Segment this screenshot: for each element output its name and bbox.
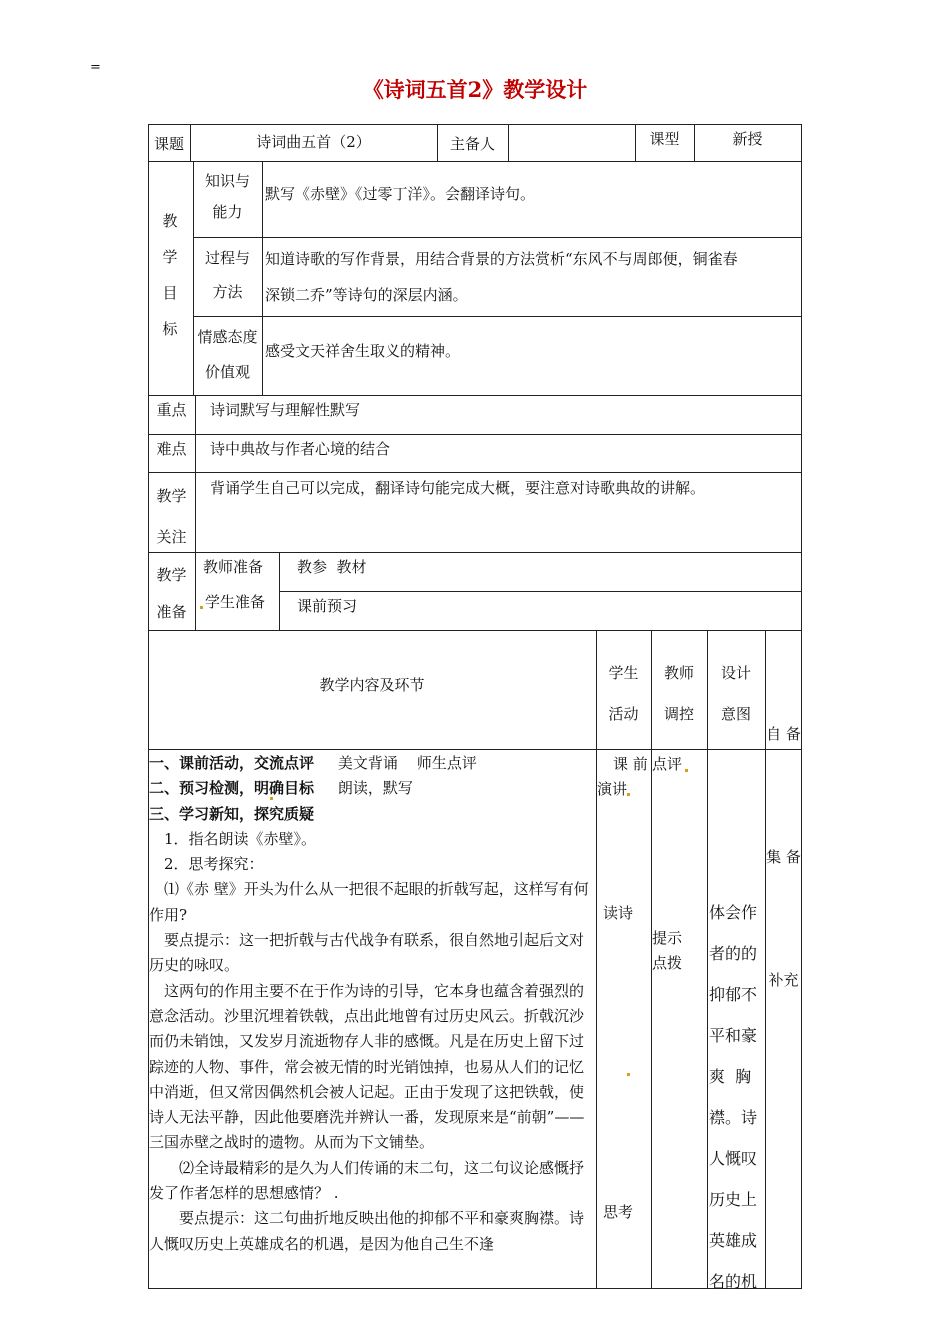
paragraph: 要点提示：这二句曲折地反映出他的抑郁不平和豪爽胸襟。诗人慨叹历史上英雄成名的机遇，是因为他自己生不逢 — [149, 1209, 585, 1253]
objective-content-knowledge: 默写《赤壁》《过零丁洋》。会翻译诗句。 — [265, 185, 536, 203]
paragraph: ⑴《赤 壁》开头为什么从一把很不起眼的折戟写起，这样写有何作用? — [149, 880, 589, 924]
page-title: 《诗词五首2》教学设计 — [362, 77, 588, 102]
topic-value: 诗词曲五首（2） — [256, 133, 371, 151]
difficulty-label: 难点 — [156, 440, 187, 458]
type-value: 新授 — [732, 130, 763, 148]
process-content — [149, 751, 595, 1257]
student-activity-1: 课 前 — [613, 755, 648, 773]
paragraph: 2．思考探究： — [149, 855, 264, 874]
paragraph: 这两句的作用主要不在于作为诗的引导，它本身也蕴含着强烈的意念活动。沙里沉埋着铁戟，点出此地曾有过历史风云。折戟沉沙而仍未销蚀，又发岁月流逝物存人非的感慨。凡是在历史上留下过踪迹的人物、事件，常会被无情的时光销蚀掉，也易从人们的记忆中消逝，但又常因偶然机会被人记起。正由于发现了这把铁戟，使诗人无法平静，因此他要磨洗并辨认一番，发现原来是“前朝”——三国赤壁之战时的遗物。从而为下文铺垫。 — [149, 981, 585, 1152]
mark-dot — [627, 793, 630, 796]
design-intent-header: 设计 意图 — [720, 664, 751, 723]
teacher-control-header: 教师 调控 — [663, 664, 694, 723]
student-activity-3: 读诗 — [603, 904, 634, 922]
student-prep-label: 学生准备 — [205, 593, 266, 611]
teacher-prep-label: 教师准备 — [203, 558, 264, 576]
corner-mark: = — [90, 60, 101, 75]
teacher-control-3: 点拨 — [652, 954, 683, 972]
key-point-content: 诗词默写与理解性默写 — [210, 401, 361, 419]
mark-dot — [685, 769, 688, 772]
type-label: 课型 — [649, 130, 680, 148]
key-point-label: 重点 — [156, 401, 187, 419]
student-prep-value: 课前预习 — [297, 597, 358, 615]
preparer-label: 主备人 — [449, 135, 495, 153]
attention-content: 背诵学生自己可以完成，翻译诗句能完成大概，要注意对诗歌典故的讲解。 — [210, 479, 706, 497]
mark-dot — [200, 606, 203, 609]
attention-label: 教学 关注 — [156, 487, 187, 546]
objective-content-emotion: 感受文天祥舍生取义的精神。 — [265, 342, 461, 360]
section-2: 二、预习检测，明确目标 朗读，默写 — [149, 779, 413, 798]
mark-dot — [270, 797, 273, 800]
student-activity-2: 演讲 — [597, 780, 628, 798]
difficulty-content: 诗中典故与作者心境的结合 — [210, 440, 391, 458]
objective-name-emotion: 情感态度 价值观 — [197, 328, 258, 381]
objectives-label — [162, 203, 178, 347]
objective-name-knowledge: 知识与 能力 — [204, 172, 250, 221]
teacher-control-1: 点评 — [652, 755, 683, 773]
mark-dot — [627, 1073, 630, 1076]
student-activity-4: 思考 — [603, 1203, 634, 1221]
section-3: 三、学习新知，探究质疑 — [149, 804, 315, 823]
design-intent: 体会作 者的的 抑郁不 平和豪 爽 胸 襟。诗 人慨叹 历史上 英雄成 名的机 — [709, 903, 758, 1291]
teacher-control-2: 提示 — [652, 929, 683, 947]
paragraph: ⑵全诗最精彩的是久为人们传诵的末二句，这二句议论感慨抒发了作者怎样的思想感情？ . — [149, 1158, 585, 1203]
preparation-label: 教学 准备 — [156, 566, 187, 621]
topic-label: 课题 — [153, 135, 184, 153]
objective-name-process: 过程与 方法 — [204, 249, 250, 301]
self-prep-header: 自 备 集 备 补充 — [766, 725, 801, 989]
objective-content-process: 知道诗歌的写作背景，用结合背景的方法赏析“东风不与周郎便，铜雀春 深锁二乔”等诗句的深层内涵。 — [265, 250, 738, 304]
objectives-label-text: 教学目标 — [162, 212, 178, 338]
content-header: 教学内容及环节 — [319, 676, 425, 694]
paragraph: 要点提示：这一把折戟与古代战争有联系，很自然地引起后文对历史的咏叹。 — [149, 931, 585, 975]
teacher-prep-value: 教参 教材 — [297, 558, 367, 576]
paragraph: 1．指名朗读《赤壁》。 — [149, 829, 317, 848]
student-activity-header: 学生 活动 — [608, 664, 639, 723]
section-1: 一、课前活动，交流点评 美文背诵 师生点评 — [149, 754, 477, 772]
